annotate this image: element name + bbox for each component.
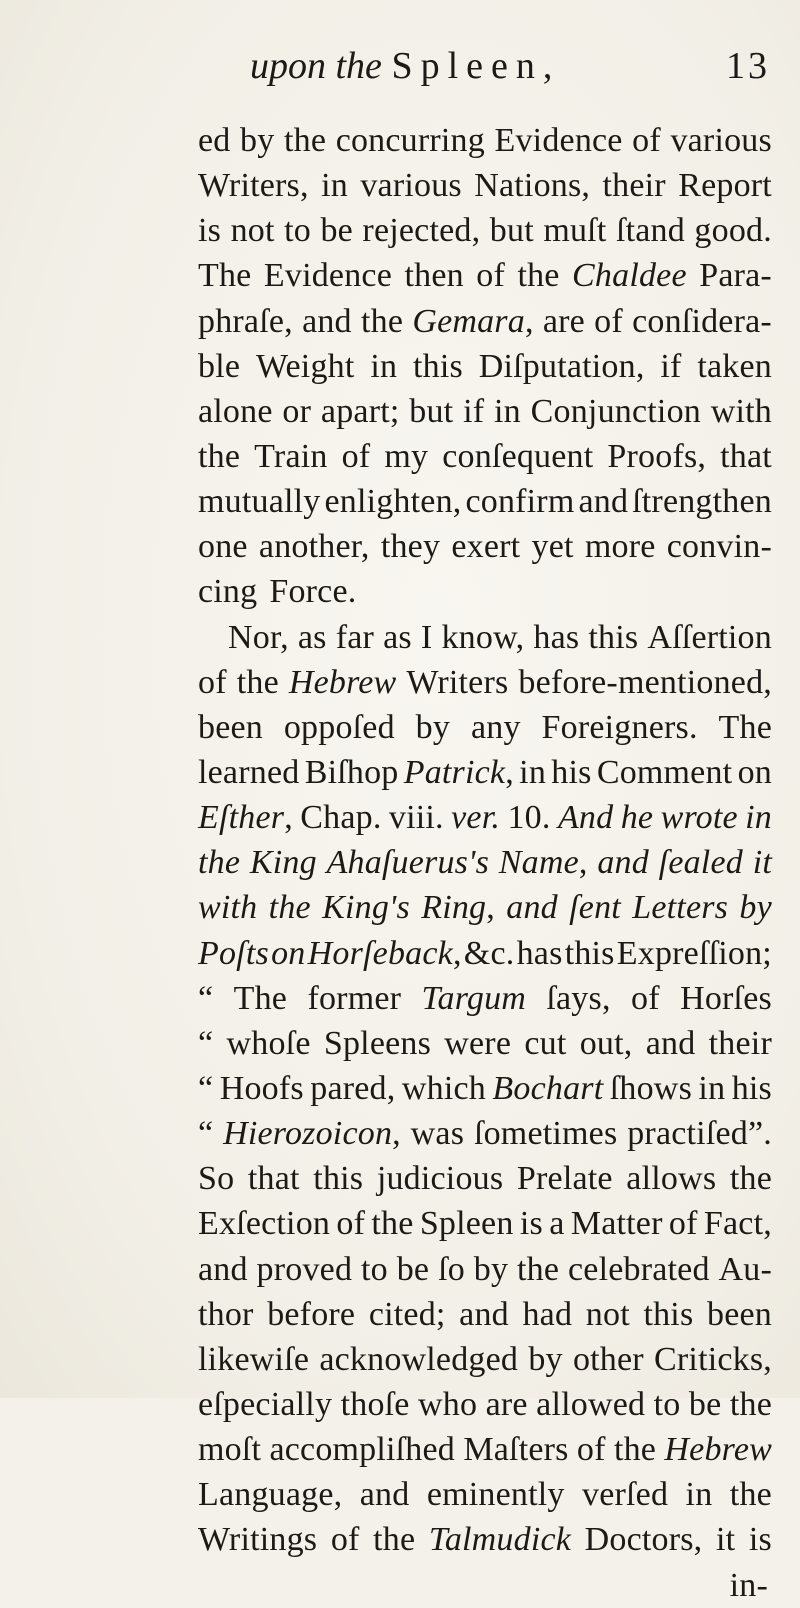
text-line: mutually enlighten, confirm and ſtrengthen <box>198 483 772 521</box>
text-line: the Train of my conſequent Proofs, that <box>198 437 772 475</box>
text-line: the King Ahaſuerus's Name, and ſealed it <box>198 844 772 882</box>
text-line: ble Weight in this Diſputation, if taken <box>198 347 772 385</box>
text-line: Poſts on Horſeback, &c. has this Expreſſion; <box>198 934 772 972</box>
text-line: eſpecially thoſe who are allowed to be the <box>198 1385 772 1423</box>
text-line: alone or apart; but if in Conjunction with <box>198 392 772 430</box>
text-line: So that this judicious Prelate allows the <box>198 1160 772 1198</box>
text-line: likewiſe acknowledged by other Criticks, <box>198 1340 772 1378</box>
catchword: in- <box>729 1566 768 1604</box>
text-line: been oppoſed by any Foreigners. The <box>198 708 772 746</box>
text-line: thor before cited; and had not this been <box>198 1295 772 1333</box>
text-line: ed by the concurring Evidence of various <box>198 122 772 159</box>
text-line: Language, and eminently verſed in the <box>198 1476 772 1514</box>
running-head-prefix: upon the <box>250 45 382 87</box>
page-number: 13 <box>726 45 770 87</box>
running-head <box>250 44 560 88</box>
page-header <box>250 44 770 100</box>
text-line: moſt accompliſhed Maſters of the Hebrew <box>198 1431 772 1469</box>
text-line: Writers, in various Nations, their Report <box>198 167 772 205</box>
text-line: and proved to be ſo by the celebrated Au- <box>198 1250 772 1288</box>
running-head-word: Spleen, <box>391 45 561 87</box>
body-text <box>198 118 772 1608</box>
text-line: Eſther, Chap. viii. ver. 10. And he wrote in <box>198 799 772 837</box>
text-line: “ The former Targum ſays, of Horſes <box>198 979 772 1017</box>
text-line: is not to be rejected, but muſt ſtand good. <box>198 212 772 250</box>
text-line: “ Hierozoicon, was ſometimes practiſed”. <box>198 1115 772 1153</box>
text-line: with the King's Ring, and ſent Letters by <box>198 889 772 927</box>
text-line: of the Hebrew Writers before-mentioned, <box>198 663 772 701</box>
text-line: “ whoſe Spleens were cut out, and their <box>198 1024 772 1062</box>
text-line: The Evidence then of the Chaldee Para- <box>198 257 772 295</box>
text-line: Writings of the Talmudick Doctors, it is <box>198 1521 772 1559</box>
text-line: phraſe, and the Gemara, are of conſidera- <box>198 302 772 340</box>
text-line: Nor, as far as I know, has this Aſſertion <box>228 618 772 656</box>
text-line: cing Force. <box>198 573 357 611</box>
text-line: Exſection of the Spleen is a Matter of Fact, <box>198 1205 772 1243</box>
text-line: one another, they exert yet more convin- <box>198 528 772 566</box>
text-line: learned Biſhop Patrick, in his Comment on <box>198 753 772 791</box>
text-line: “ Hoofs pared, which Bochart ſhows in his <box>198 1069 772 1107</box>
